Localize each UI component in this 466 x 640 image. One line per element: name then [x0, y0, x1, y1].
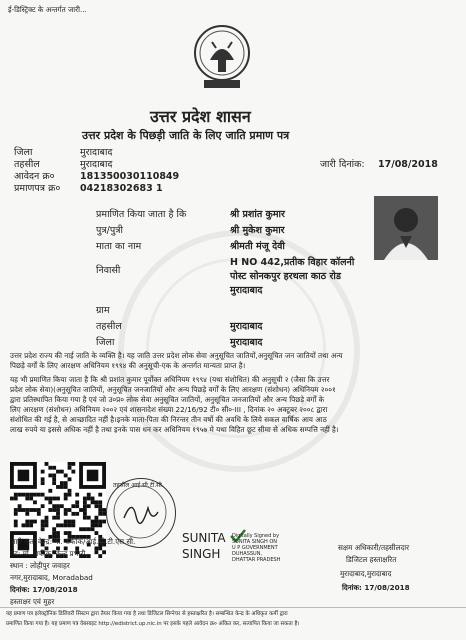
top-note: ई-डिस्ट्रिक्ट के अन्तर्गत जारी...	[8, 5, 87, 14]
issuer-address2: नगर,मुरादाबाद, Moradabad	[10, 573, 93, 582]
certificate-title: उत्तर प्रदेश के पिछड़ी जाति के लिए जाति प्रमाण पत्र	[82, 129, 290, 142]
person-tehsil-value: मुरादाबाद	[230, 321, 263, 332]
son-daughter-label: पुत्र/पुत्री	[96, 225, 123, 236]
issue-date-label: जारी दिनांक:	[320, 159, 365, 170]
certificate-no-value: 04218302683 1	[80, 183, 163, 194]
person-tehsil-label: तहसील	[96, 321, 122, 332]
footer-divider	[0, 607, 466, 608]
officer-line: पद: मो. शफीक, केन्द्र प्रभारी	[10, 549, 86, 558]
authority-title: सक्षम अधिकारी/तहसीलदार	[338, 543, 410, 552]
tehsil-label: तहसील	[14, 159, 40, 170]
issuer-line: जारी कर्ता केन्द्र: मो. शफीक/आई.सी.टी.एस.सी.	[10, 537, 136, 546]
district-label: जिला	[14, 147, 33, 158]
para2-line5: संशोधित की गई है, से आच्छादित नहीं है।इनके माता-पिता की निरन्तर तीन वर्षो की अवधि के लिये सकल वार्षिक आय आठ	[10, 415, 327, 424]
digital-sign-detail-4: DHATTAR PRADESH	[232, 557, 281, 563]
digital-sign-name-line2: SINGH	[182, 547, 221, 561]
para2-line2: प्रदेश लोक सेवा)(अनुसूचित जातियों, अनुसूचित जनजातियों और अन्य पिछड़े वर्गों के लिए आरक्षण (संशोधन) अधिनियम २००१	[10, 385, 336, 394]
address-line3: मुरादाबाद	[230, 285, 263, 296]
footer-line2: प्रमाणित किया गया है। यह प्रमाण पत्र वेबसाइट http://edistrict.up.nic.in पर इसके पहले आवेदन क्र० अंकित कर, सत्यापित किया जा सकता है।	[6, 621, 300, 627]
person-district-label: जिला	[96, 337, 115, 348]
issuer-address1: स्थान : लोहीपुर जवाहर	[10, 561, 70, 570]
person-name: श्री प्रशांत कुमार	[230, 209, 285, 220]
certify-label: प्रमाणित किया जाता है कि	[96, 209, 187, 220]
application-value: 181350030110849	[80, 171, 180, 182]
district-value: मुरादाबाद	[80, 147, 113, 158]
digital-sign-detail-0: Digitally Signed by	[232, 533, 280, 539]
person-district-value: मुरादाबाद	[230, 337, 263, 348]
address-line1: H NO 442,प्रतीक विहार कॉलनी	[230, 257, 355, 268]
issuer-date: दिनांक: 17/08/2018	[10, 585, 78, 594]
digital-sign-detail-3: DUHASSUN,	[232, 551, 263, 557]
seal-text: तहसील आई.सी.टी.सी.	[113, 482, 164, 489]
authority-date: दिनांक: 17/08/2018	[342, 583, 410, 592]
issue-date-value: 17/08/2018	[378, 159, 438, 170]
digital-sign-detail-1: SUNITA SINGH ON	[232, 539, 278, 545]
digital-sign-name-line1: SUNITA	[182, 531, 226, 545]
person-silhouette-icon	[374, 196, 438, 260]
father-name: श्री मुकेश कुमार	[230, 225, 285, 236]
applicant-photo	[374, 196, 438, 260]
para2-line4: लिए आरक्षण (संशोधन) अधिनियम २००२ एवं शासनादेश संख्या 22/16/92 टी० सी०-III , दिनांक २० अक्टूबर २००८ द्वारा	[10, 405, 328, 414]
para1-line1: उत्तर प्रदेश राज्य की नाई जाति के व्यक्ति है। यह जाति उत्तर प्रदेश लोक सेवा अनुसूचित जातियों,अनुसूचित जन जातियों तथा अन्य	[10, 351, 343, 360]
up-state-emblem-icon	[192, 20, 252, 92]
govt-title: उत्तर प्रदेश शासन	[150, 107, 251, 126]
footer-line1: यह प्रमाण पत्र इलेक्ट्रॉनिक डिलिवरी सिस्टम द्वारा तैयार किया गया है तथा डिजिटल सिग्नेचर से हस्ताक्षरित है। सम्बन्धित केन्द्र के अधिकृत कर्मी द्वारा	[6, 611, 288, 617]
signature-icon	[106, 478, 174, 546]
certificate-no-label: प्रमाणपत्र क्र०	[14, 183, 61, 194]
resident-label: निवासी	[96, 265, 121, 276]
village-label: ग्राम	[96, 305, 110, 316]
para2-line6: लाख रुपये या इससे अधिक नहीं है तथा इनके पास धन कर अधिनियम १९५७ मे यथा विहित छूट सीमा से अधिक सम्पत्ति नहीं है।	[10, 425, 339, 434]
authority-name: डिजिटल हस्ताक्षरित	[346, 555, 397, 564]
mother-name: श्रीमती मंजू देवी	[230, 241, 285, 252]
issuer-seal-label: हस्ताक्षर एवं मुहर	[10, 597, 55, 606]
para1-line2: पिछड़े वर्गों के लिए आरक्षण अधिनियम १९९४ की अनुसूची-एक के अन्तर्गत मान्यता प्राप्त है।	[10, 361, 246, 370]
address-line2: पोस्ट सोनकपुर हरथला काठ रोड	[230, 271, 341, 282]
tehsil-value: मुरादाबाद	[80, 159, 113, 170]
application-label: आवेदन क्र०	[14, 171, 55, 182]
para2-line3: द्वारा प्रतिस्थापित किया गया है एवं जो उ०प्र० लोक सेवा अनुसूचित जातियों, अनुसूचित जनजातियों और अन्य पिछड़े वर्गों के	[10, 395, 325, 404]
digital-sign-detail-2: U P GOVERNMENT	[232, 545, 278, 551]
authority-place: मुरादाबाद,मुरादाबाद	[340, 569, 392, 578]
para2-line1: यह भी प्रमाणित किया जाता है कि श्री प्रशांत कुमार पूर्वोक्त अधिनियम १९९४ (यथा संशोधित) की अनुसूची २ (जैसा कि उत्तर	[10, 375, 330, 384]
mother-label: माता का नाम	[96, 241, 142, 252]
